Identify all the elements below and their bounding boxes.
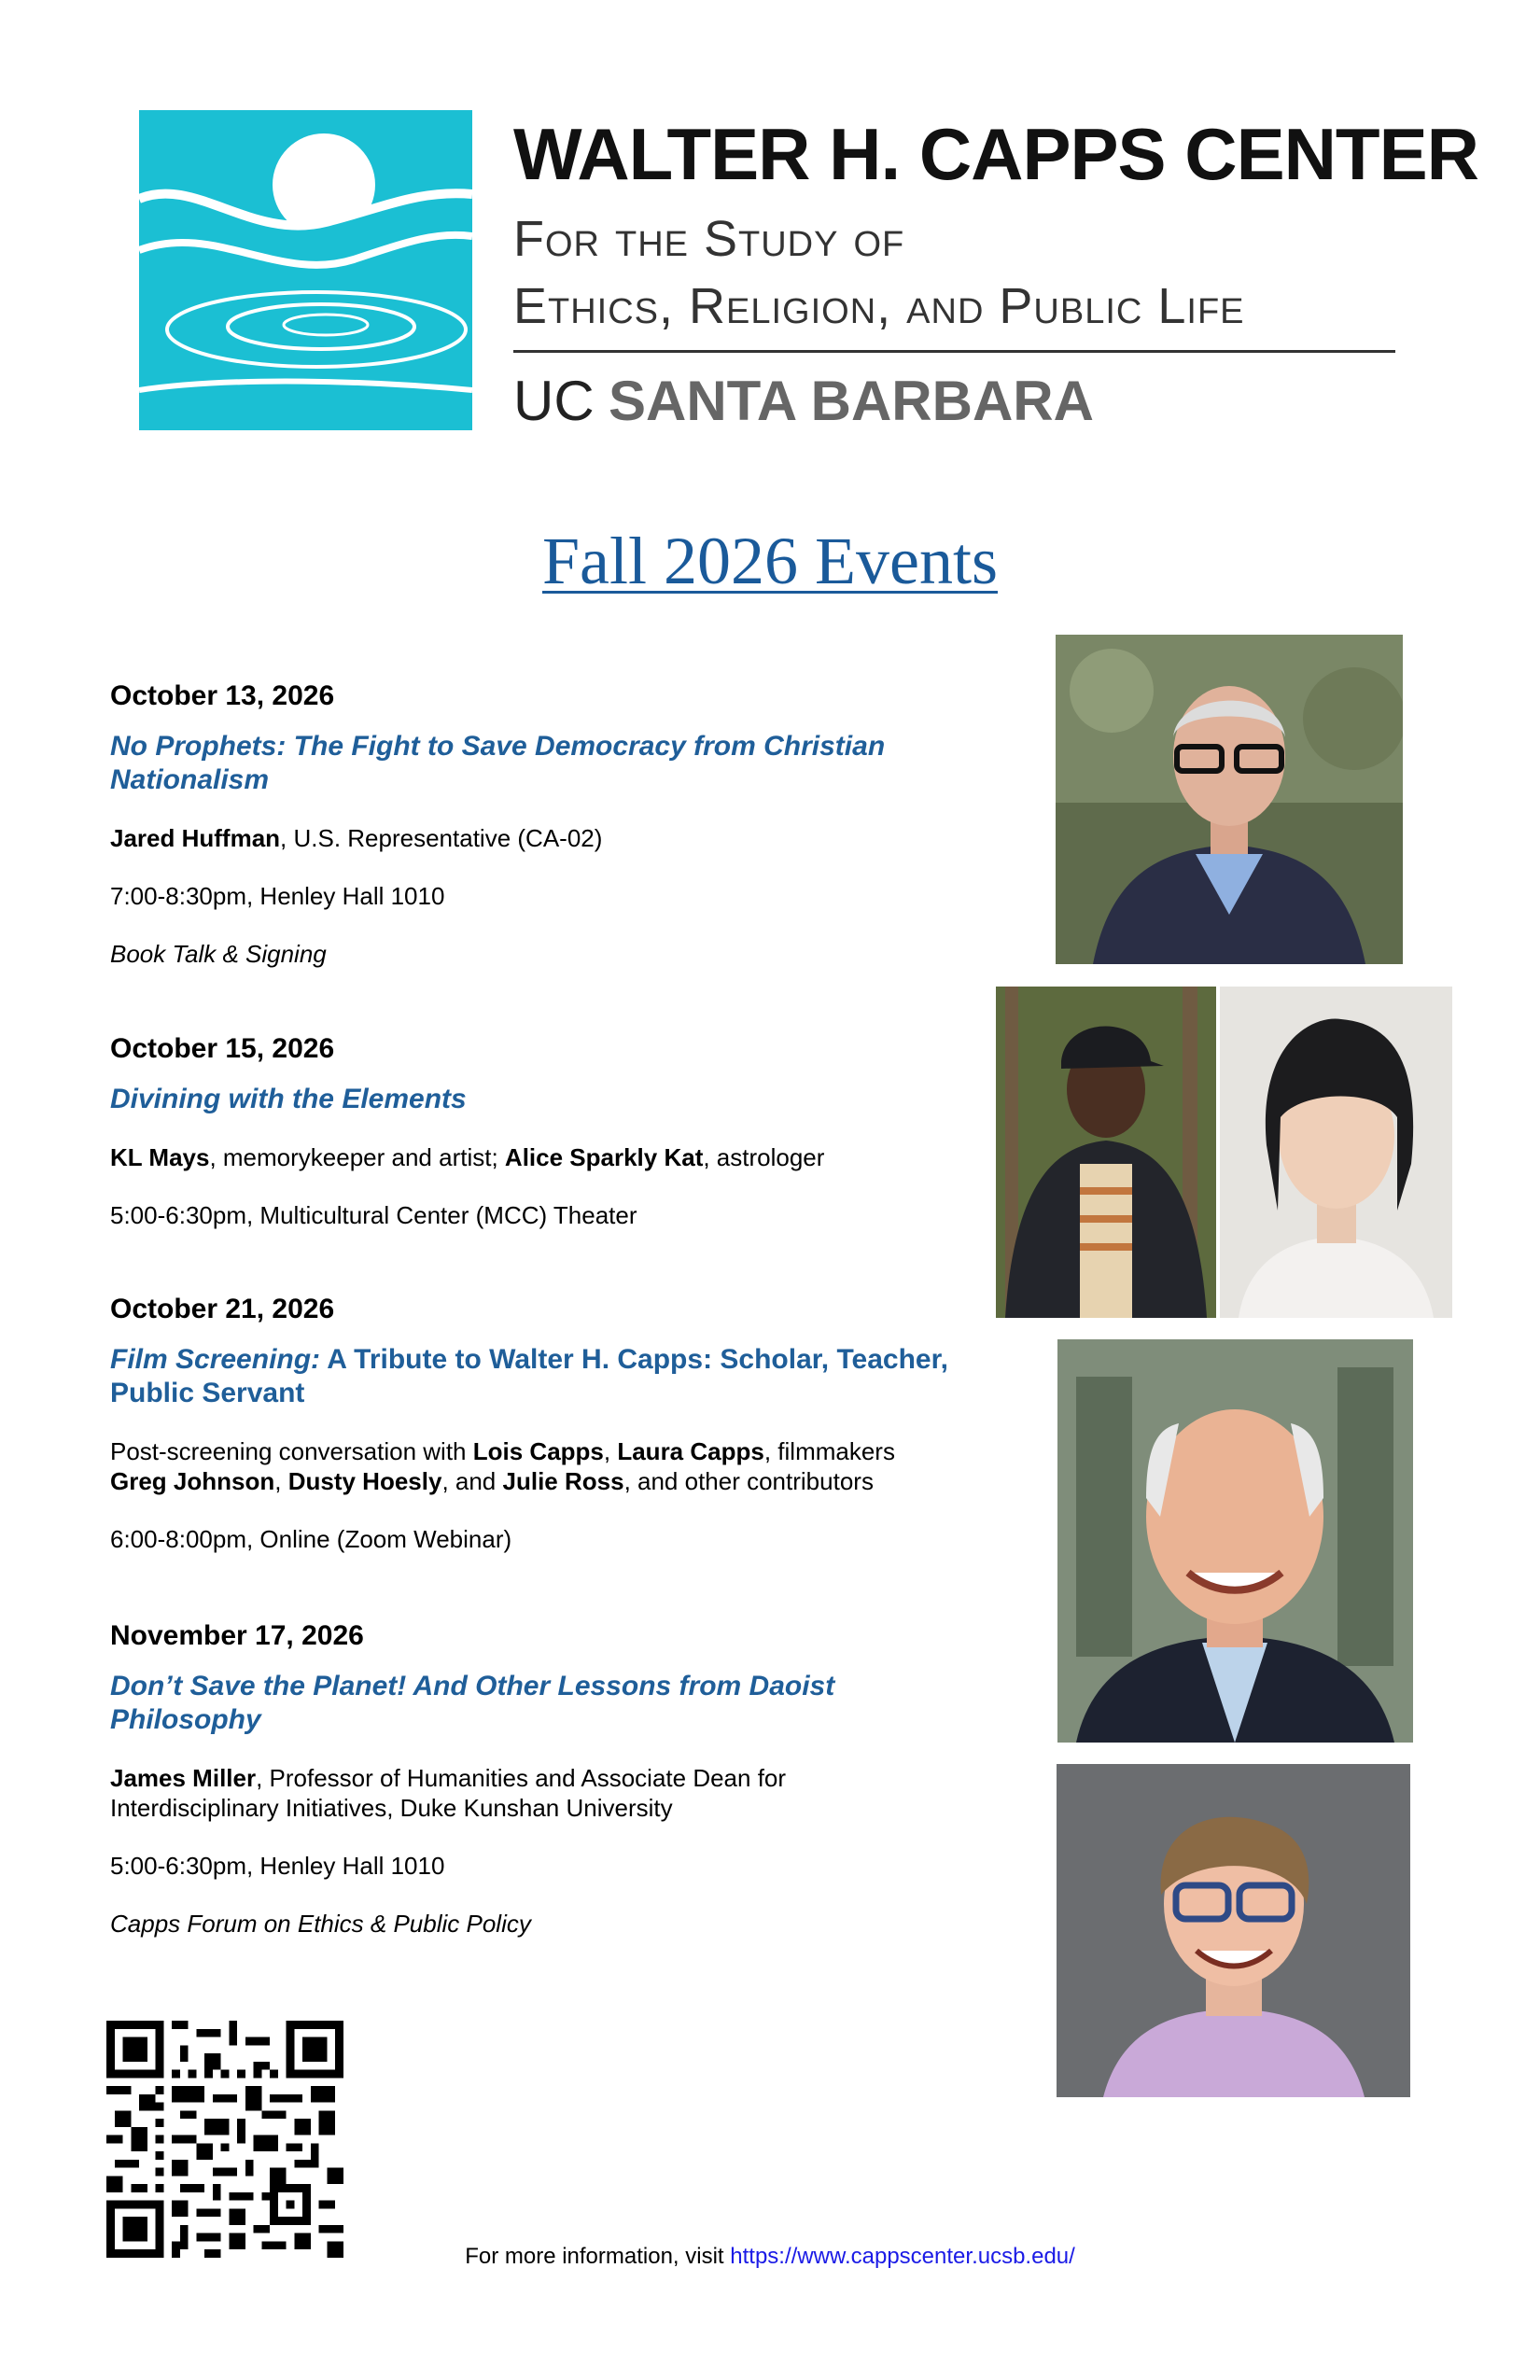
event-speaker: Jared Huffman, U.S. Representative (CA-02): [110, 824, 603, 852]
org-subtitle-line2: Ethics, Religion, and Public Life: [513, 278, 1245, 334]
portrait-walter-capps: [1057, 1339, 1413, 1743]
event-time-location: 7:00-8:30pm, Henley Hall 1010: [110, 882, 445, 910]
speaker-photo-jared-huffman: [1056, 635, 1403, 964]
event-note: Book Talk & Signing: [110, 940, 327, 968]
qr-code[interactable]: [106, 2021, 343, 2258]
event-speaker: James Miller, Professor of Humanities and Associate Dean for Interdisciplinary Initiatives, Duke Kunshan University: [110, 1764, 787, 1822]
event-time-location: 5:00-6:30pm, Multicultural Center (MCC) Theater: [110, 1201, 637, 1229]
event-time-location: 6:00-8:00pm, Online (Zoom Webinar): [110, 1525, 512, 1553]
event-item: [110, 679, 1006, 969]
capps-center-logo: [139, 110, 472, 430]
event-title: No Prophets: The Fight to Save Democracy from Christian Nationalism: [110, 731, 886, 795]
event-title: Divining with the Elements: [110, 1084, 467, 1114]
page-title: Fall 2026 Events: [542, 524, 998, 598]
event-item: [110, 1032, 1006, 1258]
event-date: October 15, 2026: [110, 1033, 335, 1064]
event-date: November 17, 2026: [110, 1620, 364, 1651]
website-link[interactable]: https://www.cappscenter.ucsb.edu/: [730, 2244, 1075, 2269]
event-date: October 21, 2026: [110, 1294, 335, 1324]
org-name: WALTER H. CAPPS CENTER: [513, 113, 1478, 195]
university-name: SANTA BARBARA: [609, 370, 1094, 432]
speaker-photo-kl-mays: [996, 987, 1216, 1318]
speaker-photo-james-miller: [1057, 1764, 1410, 2097]
footer-text: For more information, visit: [465, 2244, 731, 2269]
event-title: Don’t Save the Planet! And Other Lessons from Daoist Philosophy: [110, 1671, 835, 1735]
header-divider: [513, 350, 1395, 353]
event-note: Capps Forum on Ethics & Public Policy: [110, 1910, 531, 1938]
speaker-photo-alice-sparkly-kat: [1220, 987, 1452, 1318]
event-title: Film Screening: A Tribute to Walter H. Capps: Scholar, Teacher, Public Servant: [110, 1344, 948, 1408]
org-subtitle-line1: For the Study of: [513, 211, 905, 267]
event-item: [110, 1293, 1006, 1582]
footer-info: [0, 2244, 1540, 2270]
event-date: October 13, 2026: [110, 680, 335, 711]
event-item: [110, 1619, 1006, 1939]
event-description: Post-screening conversation with Lois Capps, Laura Capps, filmmakers Greg Johnson, Dusty Hoesly, and Julie Ross, and other contributors: [110, 1437, 895, 1495]
university-prefix: UC: [513, 370, 595, 432]
event-speakers: KL Mays, memorykeeper and artist; Alice Sparkly Kat, astrologer: [110, 1143, 825, 1171]
event-time-location: 5:00-6:30pm, Henley Hall 1010: [110, 1852, 445, 1880]
